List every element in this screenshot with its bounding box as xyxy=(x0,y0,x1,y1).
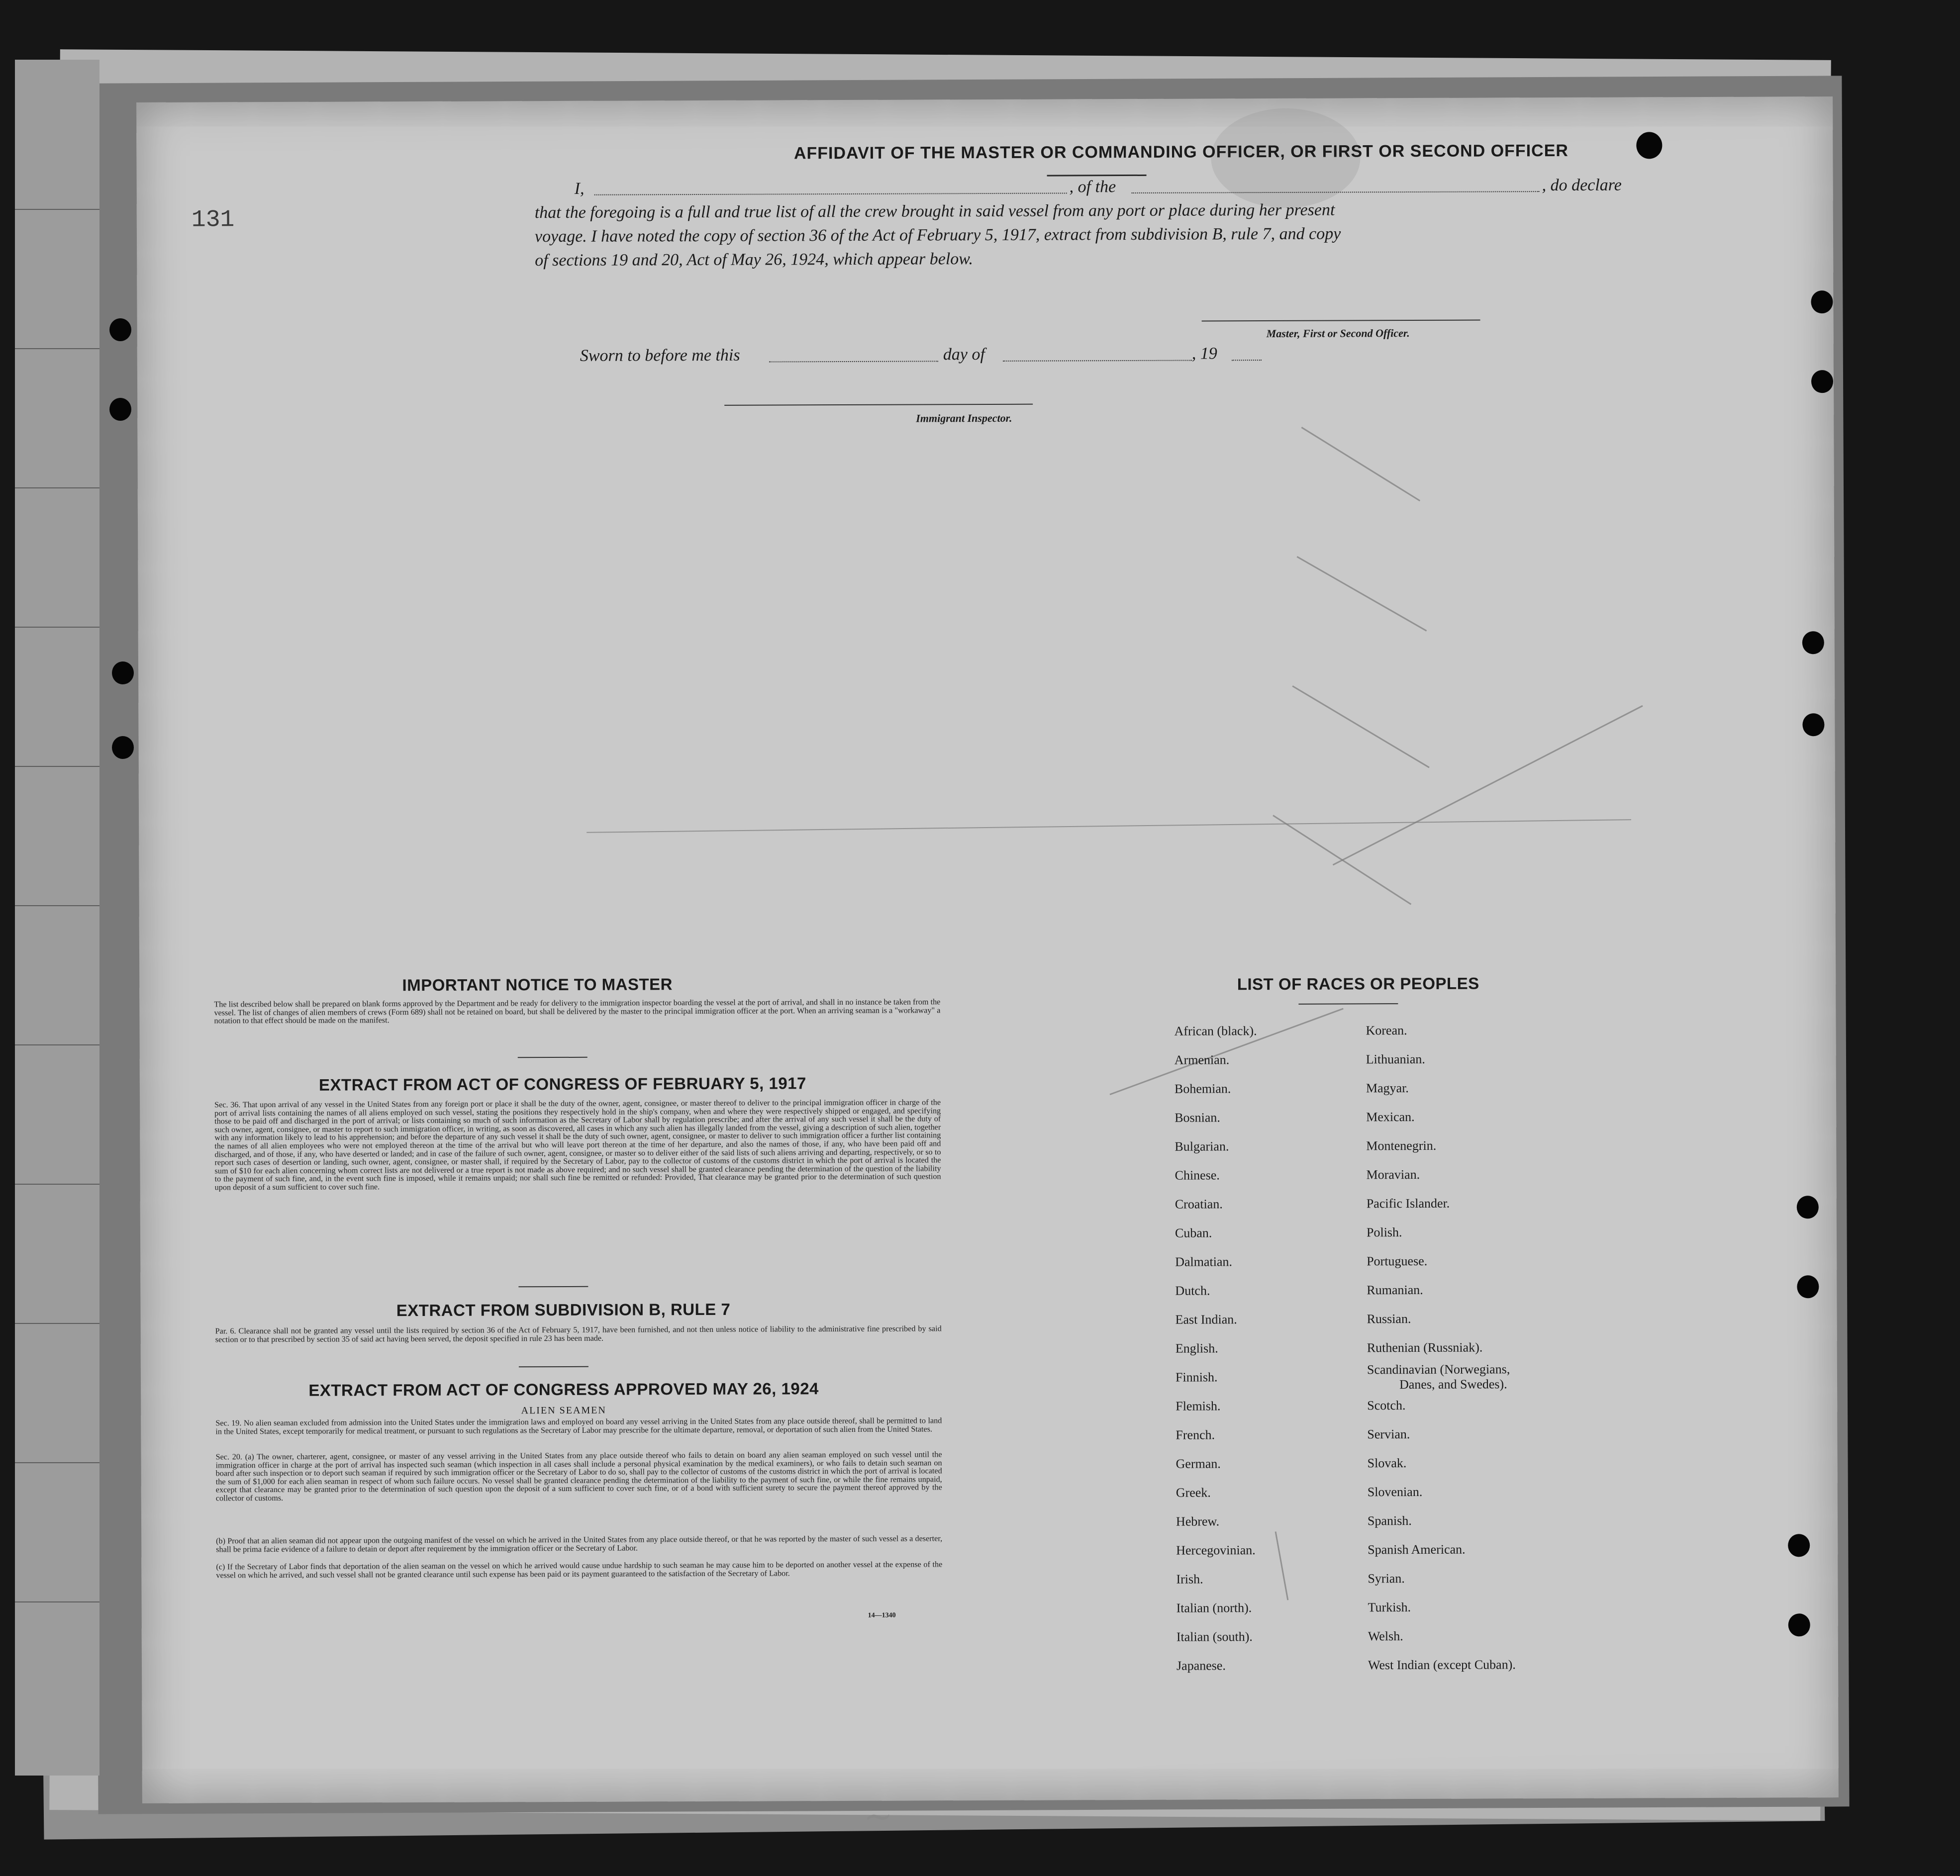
race-item: Spanish American. xyxy=(1368,1542,1466,1557)
race-item: Cuban. xyxy=(1175,1225,1212,1240)
section-divider xyxy=(519,1366,588,1367)
affidavit-line2: that the foregoing is a full and true list of all the crew brought in said vessel from any port or place during her present xyxy=(534,200,1335,222)
race-item: Portuguese. xyxy=(1367,1253,1428,1269)
race-item: Magyar. xyxy=(1366,1081,1409,1096)
notice-title: IMPORTANT NOTICE TO MASTER xyxy=(402,975,673,995)
affidavit-do-declare: , do declare xyxy=(1542,176,1622,195)
race-item: Bulgarian. xyxy=(1175,1139,1229,1154)
race-item: Syrian. xyxy=(1368,1571,1405,1586)
punch-hole xyxy=(109,318,131,341)
race-item: Spanish. xyxy=(1367,1513,1412,1528)
races-underline xyxy=(1298,1003,1398,1005)
sec20c-text: (c) If the Secretary of Labor finds that deportation of the alien seaman on the vessel on which he arrived would cause undue hardship to such seaman he may cause him to be deported on another vessel at the expense of the vessel on which he arrived, and such vessel shall not be granted clearance until such expense has been paid or its payment guaranteed to the satisfaction of the Secretary of Labor. xyxy=(216,1560,943,1580)
race-item: Polish. xyxy=(1366,1225,1402,1240)
year-prefix: , 19 xyxy=(1191,344,1217,363)
ledger-rule xyxy=(15,1323,99,1324)
race-item: Greek. xyxy=(1176,1485,1211,1500)
race-item: Croatian. xyxy=(1175,1197,1223,1212)
alien-seamen-subtitle: ALIEN SEAMEN xyxy=(521,1405,606,1416)
inspector-caption: Immigrant Inspector. xyxy=(916,411,1012,425)
rule7-title: EXTRACT FROM SUBDIVISION B, RULE 7 xyxy=(396,1300,731,1320)
master-caption: Master, First or Second Officer. xyxy=(1266,327,1410,340)
pencil-mark xyxy=(1296,556,1427,632)
ledger-rule xyxy=(15,209,99,210)
race-item: English. xyxy=(1175,1341,1218,1356)
race-item: Dutch. xyxy=(1175,1283,1210,1298)
race-item: West Indian (except Cuban). xyxy=(1368,1657,1516,1673)
ledger-rule xyxy=(15,1044,99,1045)
race-item: Mexican. xyxy=(1366,1110,1415,1125)
race-item: Hebrew. xyxy=(1176,1514,1220,1529)
punch-hole xyxy=(109,398,131,421)
race-item: Slovenian. xyxy=(1367,1484,1423,1500)
notice-text: The list described below shall be prepared on blank forms approved by the Department and be ready for delivery to the immigration inspector boarding the vessel at the port of arrival, and shall in no instance be taken from the vessel. The list of changes of alien members of crews (Form 689) shall not be retained on board, but shall be delivered by the master to the principal immigration officer at the port. When an arriving seaman is a "workaway" a notation to that effect should be made on the manifest. xyxy=(214,997,941,1026)
race-item: Scandinavian (Norwegians, xyxy=(1367,1362,1510,1377)
sec19-text: Sec. 19. No alien seaman excluded from admission into the United States under the immigration laws and employed on board any vessel arriving in the United States from any place outside thereof, shall be permitted to land in the United States, except temporarily for medical treatment, or pursuant to such regulations as the Secretary of Labor may prescribe for the ultimate departure, removal, or deportation of such alien from the United States. xyxy=(215,1416,942,1436)
margin-number: 131 xyxy=(191,206,235,234)
punch-hole xyxy=(1811,370,1833,393)
name-blank[interactable] xyxy=(594,192,1067,195)
sworn-month-blank[interactable] xyxy=(1003,360,1192,362)
affidavit-line3: voyage. I have noted the copy of section 36 of the Act of February 5, 1917, extract from subdivision B, rule 7, and copy xyxy=(534,224,1341,246)
race-item: Moravian. xyxy=(1366,1167,1420,1182)
race-item: Scotch. xyxy=(1367,1398,1406,1413)
race-item: Lithuanian. xyxy=(1366,1051,1425,1067)
race-item: Rumanian. xyxy=(1367,1282,1423,1298)
race-item: Irish. xyxy=(1176,1572,1203,1587)
affidavit-title: AFFIDAVIT OF THE MASTER OR COMMANDING OFFICER, OR FIRST OR SECOND OFFICER xyxy=(793,141,1568,163)
race-item: Finnish. xyxy=(1175,1370,1218,1385)
punch-hole xyxy=(1802,631,1824,654)
affidavit-i: I, xyxy=(574,179,585,198)
ledger-rule xyxy=(15,1601,99,1602)
sec20b-text: (b) Proof that an alien seaman did not appear upon the outgoing manifest of the vessel on which he arrived in the United States from any place outside thereof, or that he was reported by the master of such vessel as a deserter, shall be prima facie evidence of a failure to detain or deport after requirement by the immigration officer or the Secretary of Labor. xyxy=(216,1534,943,1554)
race-item: African (black). xyxy=(1174,1024,1257,1038)
form-number: 14—1340 xyxy=(868,1611,896,1619)
ledger-rule xyxy=(15,348,99,349)
section-divider xyxy=(518,1057,588,1058)
inspector-signature-line[interactable] xyxy=(724,404,1033,406)
race-item: Turkish. xyxy=(1368,1600,1411,1615)
punch-hole xyxy=(112,661,134,684)
race-item: Bosnian. xyxy=(1175,1110,1220,1125)
races-title: LIST OF RACES OR PEOPLES xyxy=(1237,974,1479,994)
punch-hole xyxy=(112,736,134,759)
ledger-rule xyxy=(15,766,99,767)
extract-1917-text: Sec. 36. That upon arrival of any vessel in the United States from any foreign port or place it shall be the duty of the owner, agent, consignee, or master thereof to deliver to the principal immigration officer in charge of the port of arrival lists containing the names of all aliens employed on such vessel, stating the positions they respectively hold in the ship's company, when and where they were respectively shipped or engaged, and specifying those to be paid off and discharged in the port of arrival; or lists containing so much of such information as the Secretary of Labor shall by regulation prescribe; and after the arrival of any such vessel it shall be the duty of such owner, agent, consignee, or master to report to such immigration officer, in writing, as soon as discovered, all cases in which any such alien has illegally landed from the vessel, giving a description of such alien, together with any information likely to lead to his apprehension; and before the departure of any such vessel it shall be the duty of such owner, agent, consignee, or master to deliver to such immigration officer a further list containing the names of all alien employees who were not employed thereon at the time of the arrival but who will leave port thereon at the time of her departure, and also the names of those, if any, who have been paid off and discharged, and of those, if any, who have deserted or landed; and in case of the failure of such owner, agent, consignee, or master so to deliver either of the said lists of such aliens arriving and departing, respectively, or so to report such cases of desertion or landing, such owner, agent, consignee, or master shall, if required by the Secretary of Labor, pay to the collector of customs of the customs district in which the port of arrival is located the sum of $10 for each alien concerning whom correct lists are not delivered or a true report is not made as above required; and no such vessel shall be granted clearance pending the determination of the question of the liability to the payment of such fine, and, in the event such fine is imposed, while it remains unpaid; nor shall such fine be remitted or refunded: Provided, That clearance may be granted prior to the determination of such question upon deposit of a sum sufficient to cover such fine. xyxy=(214,1098,941,1192)
race-item: Montenegrin. xyxy=(1366,1138,1437,1153)
rule7-text: Par. 6. Clearance shall not be granted any vessel until the lists required by section 36 of the Act of February 5, 1917, have been furnished, and not then unless notice of liability to the administrative fine prescribed by said section or to that prescribed by section 35 of said act having been served, the deposit specified in rule 23 has been made. xyxy=(215,1324,942,1344)
ledger-strip xyxy=(15,60,99,1776)
ledger-rule xyxy=(15,487,99,488)
race-item: Hercegovinian. xyxy=(1176,1543,1256,1558)
pencil-mark xyxy=(1301,427,1421,501)
race-item: Russian. xyxy=(1367,1312,1411,1326)
affidavit-of-the: , of the xyxy=(1069,178,1116,196)
race-item: Italian (south). xyxy=(1176,1629,1253,1644)
punch-hole xyxy=(1788,1613,1810,1636)
race-item: Pacific Islander. xyxy=(1366,1196,1450,1211)
pencil-mark xyxy=(1333,705,1643,866)
document-page xyxy=(136,96,1839,1837)
race-item: Ruthenian (Russniak). xyxy=(1367,1340,1483,1355)
sec20a-text: Sec. 20. (a) The owner, charterer, agent, consignee, or master of any vessel arriving in the United States from any place outside thereof who fails to detain on board any alien seaman employed on such vessel until the immigration officer in charge at the port of arrival has inspected such seaman (which inspection in all cases shall include a personal physical examination by the medical examiners), or who fails to detain such seaman on board after such inspection or to deport such seaman if required by such immigration officer or the Secretary of Labor to do so, shall pay to the collector of customs of the customs district in which the port of arrival is located the sum of $1,000 for each alien seaman in respect of whom such failure occurs. No vessel shall be granted clearance pending the determination of the liability to the payment of such fine, or while the fine remains unpaid, except that clearance may be granted prior to the determination of such question upon the deposit of a sum sufficient to cover such fine, or of a bond with sufficient surety to secure the payment thereof approved by the collector of customs. xyxy=(215,1450,942,1503)
race-item-continued: Danes, and Swedes). xyxy=(1399,1377,1507,1392)
race-item: German. xyxy=(1176,1456,1221,1471)
race-item: French. xyxy=(1176,1427,1215,1442)
race-item: Bohemian. xyxy=(1174,1081,1231,1096)
ledger-rule xyxy=(15,1462,99,1463)
race-item: Chinese. xyxy=(1175,1168,1220,1183)
pencil-mark xyxy=(1292,685,1429,768)
race-item: Armenian. xyxy=(1174,1052,1230,1067)
race-item: Dalmatian. xyxy=(1175,1254,1233,1269)
race-item: Italian (north). xyxy=(1176,1600,1252,1615)
extract-1917-title: EXTRACT FROM ACT OF CONGRESS OF FEBRUARY 5, 1917 xyxy=(318,1074,806,1094)
punch-hole xyxy=(1802,713,1824,736)
day-of-text: day of xyxy=(943,345,985,364)
race-item: Servian. xyxy=(1367,1427,1410,1442)
pencil-mark xyxy=(587,819,1631,833)
ledger-rule xyxy=(15,1184,99,1185)
affidavit-line4: of sections 19 and 20, Act of May 26, 1924, which appear below. xyxy=(535,250,973,270)
master-signature-line[interactable] xyxy=(1202,320,1480,322)
sworn-day-blank[interactable] xyxy=(769,361,938,362)
title-underline xyxy=(1047,175,1147,177)
signature-ghost: ~ xyxy=(863,1795,893,1837)
race-item: East Indian. xyxy=(1175,1312,1237,1327)
ledger-rule xyxy=(15,627,99,628)
race-item: Welsh. xyxy=(1368,1629,1403,1644)
punch-hole xyxy=(1788,1534,1810,1557)
race-item: Flemish. xyxy=(1176,1399,1221,1413)
punch-hole xyxy=(1811,290,1833,313)
section-divider xyxy=(518,1286,588,1287)
punch-hole xyxy=(1797,1275,1819,1298)
sworn-text: Sworn to before me this xyxy=(580,346,740,365)
sworn-year-blank[interactable] xyxy=(1232,360,1262,361)
pencil-mark xyxy=(1275,1531,1289,1600)
punch-hole xyxy=(1797,1196,1819,1219)
race-item: Slovak. xyxy=(1367,1456,1407,1471)
ledger-rule xyxy=(15,905,99,906)
extract-1924-title: EXTRACT FROM ACT OF CONGRESS APPROVED MAY 26, 1924 xyxy=(308,1379,819,1400)
punch-hole xyxy=(1636,132,1662,159)
race-item: Japanese. xyxy=(1176,1658,1226,1673)
race-item: Korean. xyxy=(1366,1023,1407,1038)
